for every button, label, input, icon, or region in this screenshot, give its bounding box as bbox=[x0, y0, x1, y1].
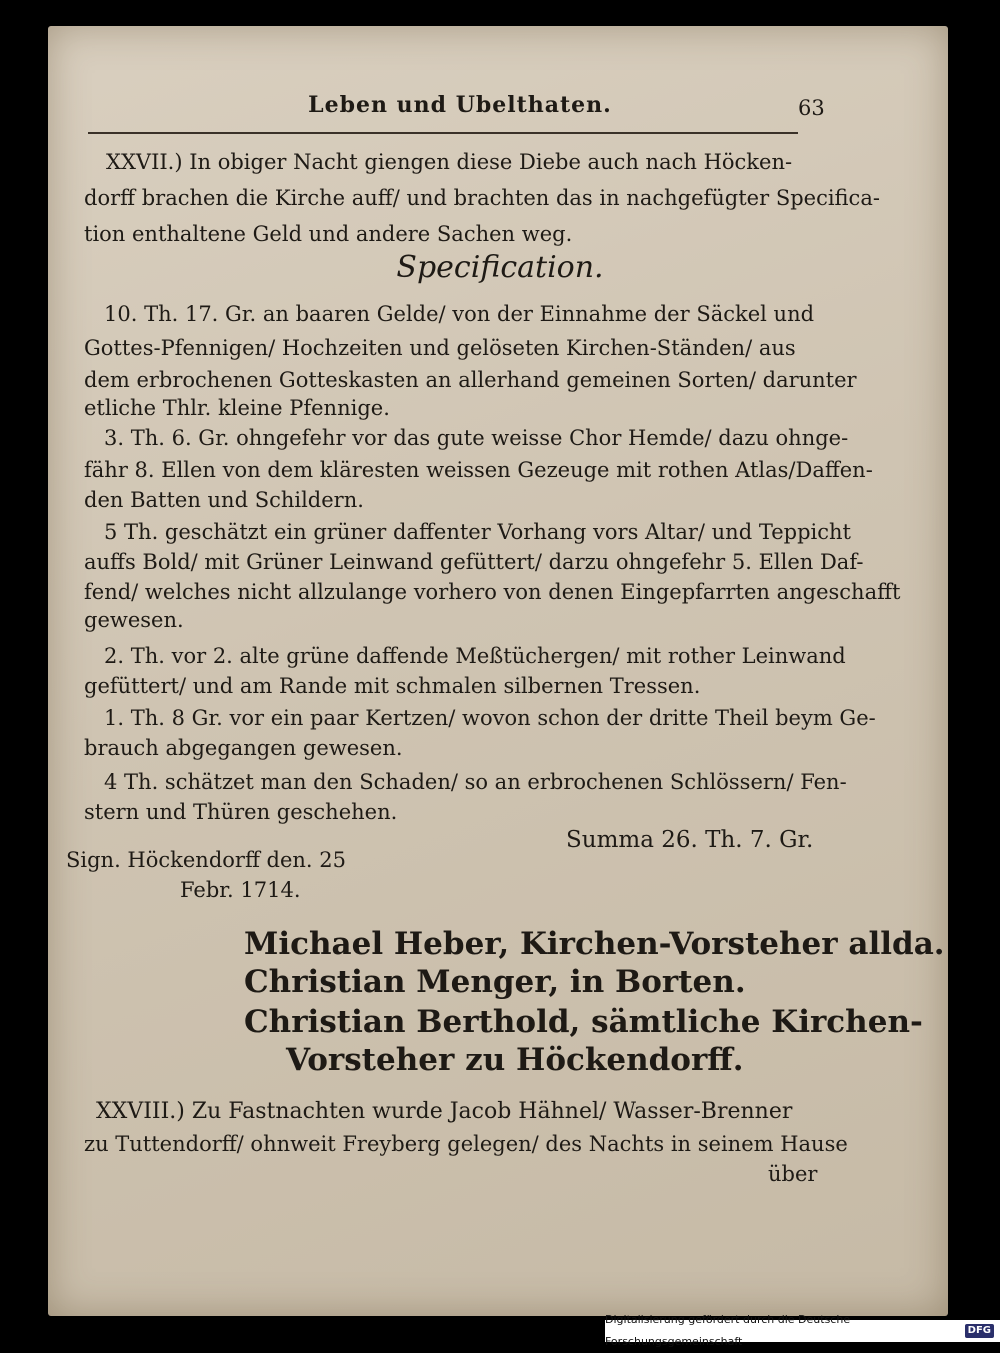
signature-line: Vorsteher zu Höckendorff. bbox=[286, 1042, 744, 1078]
section-27-line-3: tion enthaltene Geld und andere Sachen weg. bbox=[84, 222, 573, 246]
signature-line: Michael Heber, Kirchen-Vorsteher allda. bbox=[244, 926, 945, 962]
item-line: auffs Bold/ mit Grüner Leinwand gefüttert/ darzu ohngefehr 5. Ellen Daf- bbox=[84, 550, 864, 574]
summa-total: Summa 26. Th. 7. Gr. bbox=[566, 827, 814, 853]
item-line: etliche Thlr. kleine Pfennige. bbox=[84, 396, 390, 420]
digitization-credit-bar bbox=[605, 1313, 1000, 1348]
item-line: brauch abgegangen gewesen. bbox=[84, 736, 403, 760]
item-line: 3. Th. 6. Gr. ohngefehr vor das gute weisse Chor Hemde/ dazu ohnge- bbox=[104, 426, 849, 450]
item-line: stern und Thüren geschehen. bbox=[84, 800, 398, 824]
section-27-line-1: XXVII.) In obiger Nacht giengen diese Diebe auch nach Höcken- bbox=[106, 150, 793, 174]
section-28-line-2: zu Tuttendorff/ ohnweit Freyberg gelegen/ des Nachts in seinem Hause bbox=[84, 1132, 848, 1156]
specification-heading: Specification. bbox=[396, 250, 604, 285]
running-head: Leben und Ubelthaten. bbox=[308, 92, 612, 118]
item-line: gefüttert/ und am Rande mit schmalen silbernen Tressen. bbox=[84, 674, 701, 698]
dateline-place: Sign. Höckendorff den. 25 bbox=[66, 848, 347, 872]
item-line: gewesen. bbox=[84, 608, 184, 632]
page-number: 63 bbox=[798, 96, 825, 120]
signature-line: Christian Berthold, sämtliche Kirchen- bbox=[244, 1004, 923, 1040]
dfg-logo-icon: DFG bbox=[965, 1324, 994, 1338]
section-27-line-2: dorff brachen die Kirche auff/ und brachten das in nachgefügter Specifica- bbox=[84, 186, 880, 210]
item-line: 5 Th. geschätzt ein grüner daffenter Vorhang vors Altar/ und Teppicht bbox=[104, 520, 851, 544]
item-line: dem erbrochenen Gotteskasten an allerhand gemeinen Sorten/ darunter bbox=[84, 368, 857, 392]
dateline-date: Febr. 1714. bbox=[180, 878, 301, 902]
catchword: über bbox=[768, 1162, 818, 1186]
item-line: fähr 8. Ellen von dem kläresten weissen Gezeuge mit rothen Atlas/Daffen- bbox=[84, 458, 873, 482]
item-line: 1. Th. 8 Gr. vor ein paar Kertzen/ wovon schon der dritte Theil beym Ge- bbox=[104, 706, 876, 730]
signature-line: Christian Menger, in Borten. bbox=[244, 964, 746, 1000]
section-28-line-1: XXVIII.) Zu Fastnachten wurde Jacob Hähnel/ Wasser-Brenner bbox=[96, 1099, 793, 1124]
digitization-credit: Digitalisierung gefördert durch die Deutsche Forschungsgemeinschaft bbox=[605, 1313, 851, 1348]
header-rule bbox=[88, 132, 798, 134]
item-line: Gottes-Pfennigen/ Hochzeiten und gelöseten Kirchen-Ständen/ aus bbox=[84, 336, 796, 360]
item-line: den Batten und Schildern. bbox=[84, 488, 364, 512]
item-line: fend/ welches nicht allzulange vorhero von denen Eingepfarrten angeschafft bbox=[84, 580, 901, 604]
item-line: 4 Th. schätzet man den Schaden/ so an erbrochenen Schlössern/ Fen- bbox=[104, 770, 847, 794]
item-line: 2. Th. vor 2. alte grüne daffende Meßtüchergen/ mit rother Leinwand bbox=[104, 644, 846, 668]
item-line: 10. Th. 17. Gr. an baaren Gelde/ von der Einnahme der Säckel und bbox=[104, 302, 815, 326]
